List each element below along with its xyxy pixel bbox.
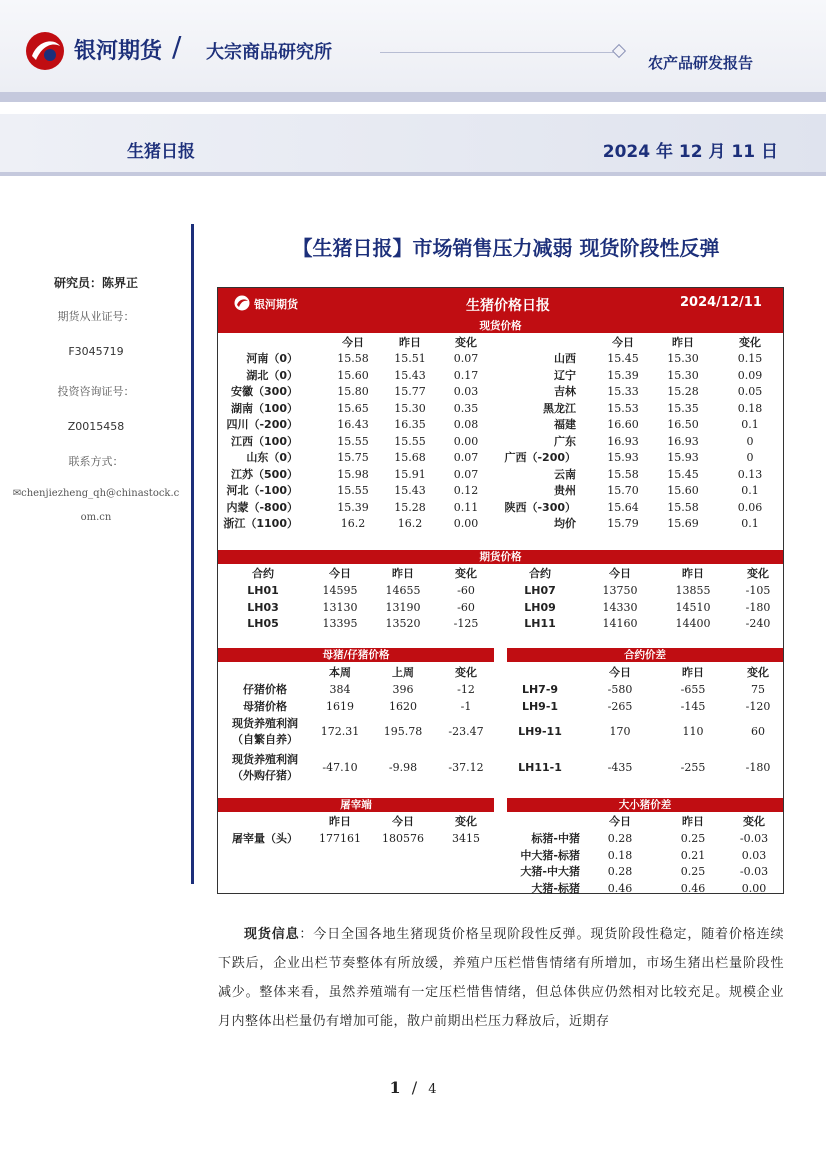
spot-value: 15.91 [394, 467, 426, 481]
spot-value: 15.64 [607, 500, 639, 514]
size-value: 0.18 [607, 848, 633, 862]
band-stripe [0, 172, 826, 176]
spot-value: 16.43 [337, 418, 369, 431]
spread-value: 75 [751, 683, 765, 696]
size-value: 0.25 [680, 865, 706, 878]
spot-info-paragraph [218, 920, 784, 1036]
size-value: 0.03 [741, 848, 767, 862]
futures-header: 昨日 [392, 567, 414, 580]
size-value: 0.28 [607, 865, 633, 878]
futures-value: LH05 [247, 617, 279, 630]
header-rule [380, 52, 618, 53]
spot-value: 15.58 [607, 467, 639, 481]
spot-region: 安徽（300） [231, 385, 298, 398]
section-futures: 期货价格 [218, 550, 783, 564]
spot-value: 15.39 [607, 368, 639, 382]
spread-value: -145 [680, 700, 706, 713]
spot-value: 15.45 [607, 352, 639, 365]
contact-label: 联系方式： [68, 455, 124, 468]
spot-region: 山西 [554, 352, 576, 365]
spot-region: 福建 [554, 418, 576, 431]
spread-value: -265 [607, 700, 633, 713]
spot-value: 15.30 [667, 368, 699, 382]
spot-region: 黑龙江 [543, 401, 576, 415]
futures-value: 14510 [675, 600, 711, 614]
spot-value: 16.60 [607, 418, 639, 431]
slaughter-value: 177161 [319, 832, 361, 845]
size-header: 今日 [609, 815, 631, 828]
sow-value: 1620 [389, 700, 417, 713]
size-value: 0.46 [607, 881, 633, 895]
email-line[interactable] [0, 488, 192, 499]
spot-value: 15.80 [337, 385, 369, 398]
spot-region: 河南（0） [246, 352, 298, 365]
spot-value: 15.28 [394, 500, 426, 514]
product-name: 生猪日报 [127, 142, 195, 162]
page-footer [0, 1078, 826, 1097]
spot-value: 0.03 [453, 385, 479, 398]
size-value: 0.46 [680, 881, 706, 895]
spread-value: 170 [609, 725, 631, 738]
sow-header: 本周 [329, 666, 351, 679]
futures-value: 14400 [675, 617, 711, 630]
spot-value: 0.11 [453, 500, 479, 514]
spot-value: 0.17 [453, 368, 479, 382]
futures-value: -105 [745, 584, 771, 597]
table-date: 2024/12/11 [680, 295, 762, 310]
sow-header: 变化 [455, 666, 477, 679]
page-header [0, 0, 826, 92]
size-header: 变化 [743, 815, 765, 828]
size-value: -0.03 [739, 832, 769, 845]
spot-value: 0.00 [453, 434, 479, 448]
table-banner [218, 288, 783, 319]
sow-label-sub: （自繁自养） [232, 733, 298, 746]
spot-region: 贵州 [554, 484, 576, 497]
spread-value: 110 [682, 725, 704, 738]
sow-label: 现货养殖利润 [232, 753, 298, 766]
sow-value: -1 [460, 700, 472, 713]
spread-header: 昨日 [682, 666, 704, 679]
spot-value: 0.13 [737, 467, 763, 481]
section-slaughter: 屠宰端 [218, 798, 494, 812]
spot-value: 15.79 [607, 517, 639, 530]
table-logo-text: 银河期货 [254, 298, 298, 311]
page-separator: / [411, 1078, 418, 1097]
spot-value: 15.70 [607, 484, 639, 497]
spot-value: 15.75 [337, 451, 369, 464]
sow-label: 母猪价格 [243, 700, 287, 713]
futures-value: -60 [457, 600, 475, 614]
futures-header: 合约 [252, 567, 274, 580]
spot-value: 15.58 [667, 500, 699, 514]
spot-value: 15.30 [667, 352, 699, 365]
spread-value: -120 [745, 700, 771, 713]
sow-value: 384 [329, 683, 351, 696]
sow-value: 195.78 [383, 725, 423, 738]
spot-region: 云南 [554, 467, 576, 481]
spot-value: 15.68 [394, 451, 426, 464]
spot-info-label: 现货信息 [244, 927, 300, 942]
spot-value: 15.60 [667, 484, 699, 497]
spot-value: 0.07 [453, 352, 479, 365]
qualification-label: 期货从业证号： [57, 310, 135, 323]
spread-value: 60 [751, 725, 765, 738]
spot-value: 0.1 [741, 484, 759, 497]
spread-value: LH9-11 [518, 725, 562, 738]
spot-value: 15.93 [667, 451, 699, 464]
spread-value: LH11-1 [518, 761, 562, 774]
spot-region: 广西（-200） [504, 451, 576, 464]
galaxy-logo-icon [24, 30, 66, 72]
spot-value: 15.35 [667, 401, 699, 415]
title-band [0, 114, 826, 172]
sow-value: -9.98 [388, 761, 418, 774]
sow-label: 现货养殖利润 [232, 717, 298, 730]
spot-value: 15.60 [337, 368, 369, 382]
futures-header: 昨日 [682, 567, 704, 580]
spot-value: 0.08 [453, 418, 479, 431]
futures-value: 14595 [322, 584, 358, 597]
spot-value: 16.2 [397, 517, 423, 530]
futures-value: LH01 [247, 584, 279, 597]
section-spot: 现货价格 [218, 319, 783, 333]
spot-value: 16.93 [667, 434, 699, 448]
page-total: 4 [428, 1082, 437, 1097]
futures-value: 13520 [385, 617, 421, 630]
sow-value: -37.12 [448, 761, 484, 774]
spot-region: 浙江（1100） [223, 517, 298, 530]
spot-region: 均价 [554, 517, 576, 530]
sow-value: -47.10 [322, 761, 358, 774]
spot-value: 15.77 [394, 385, 426, 398]
futures-value: 14330 [602, 600, 638, 614]
spread-value: -580 [607, 683, 633, 696]
spread-header: 变化 [747, 666, 769, 679]
spot-header: 变化 [739, 336, 761, 349]
report-date: 2024 年 12 月 11 日 [602, 142, 778, 162]
spot-value: 15.65 [337, 401, 369, 415]
slaughter-label: 屠宰量（头） [232, 832, 298, 845]
size-value: 0.25 [680, 832, 706, 845]
slaughter-header: 昨日 [329, 815, 351, 828]
futures-header: 今日 [609, 567, 631, 580]
spot-value: 15.51 [394, 352, 426, 365]
sow-label-sub: （外购仔猪） [232, 769, 298, 782]
institute-name: 大宗商品研究所 [206, 42, 332, 63]
size-value: 0.21 [680, 848, 706, 862]
spread-header: 今日 [609, 666, 631, 679]
consult-number: Z0015458 [67, 420, 125, 433]
futures-value: 13130 [322, 600, 358, 614]
spot-value: 15.53 [607, 401, 639, 415]
futures-value: -60 [457, 584, 475, 597]
futures-value: 13190 [385, 600, 421, 614]
spot-value: 15.55 [394, 434, 426, 448]
spot-header: 昨日 [672, 336, 694, 349]
sow-value: -23.47 [448, 725, 484, 738]
spot-value: 0.1 [741, 418, 759, 431]
size-label: 大猪-中大猪 [520, 865, 580, 878]
slaughter-header: 变化 [455, 815, 477, 828]
spot-value: 15.98 [337, 467, 369, 481]
mail-icon: ✉ [12, 488, 22, 499]
spot-header: 昨日 [399, 336, 421, 349]
spot-value: 16.93 [607, 434, 639, 448]
spread-value: -180 [745, 761, 771, 774]
futures-value: -125 [453, 617, 479, 630]
futures-header: 变化 [747, 567, 769, 580]
spot-region: 辽宁 [554, 368, 576, 382]
diamond-icon [612, 44, 626, 58]
sidebar-divider [191, 224, 194, 884]
futures-value: 13750 [602, 584, 638, 597]
spot-value: 15.45 [667, 467, 699, 481]
size-label: 大猪-标猪 [531, 881, 580, 895]
section-size: 大小猪价差 [507, 798, 783, 812]
spot-value: 15.30 [394, 401, 426, 415]
futures-value: LH03 [247, 600, 279, 614]
spot-region: 江苏（500） [231, 467, 298, 481]
section-sow: 母猪/仔猪价格 [218, 648, 494, 662]
futures-value: 13855 [675, 584, 711, 597]
galaxy-mini-logo-icon [234, 295, 250, 311]
spot-value: 15.93 [607, 451, 639, 464]
table-title: 生猪价格日报 [466, 298, 550, 314]
spot-region: 吉林 [554, 385, 576, 398]
spot-value: 0.00 [453, 517, 479, 530]
size-label: 标猪-中猪 [531, 832, 580, 845]
futures-value: LH09 [524, 600, 556, 614]
spot-value: 0.1 [741, 517, 759, 530]
spot-value: 0.35 [453, 401, 479, 415]
spot-region: 河北（-100） [226, 484, 298, 497]
spot-value: 15.39 [337, 500, 369, 514]
qualification-number: F3045719 [68, 345, 124, 358]
header-stripe [0, 92, 826, 102]
futures-header: 变化 [455, 567, 477, 580]
spread-value: -435 [607, 761, 633, 774]
spot-value: 15.43 [394, 484, 426, 497]
spot-value: 15.69 [667, 517, 699, 530]
email-line-2: om.cn [80, 512, 112, 523]
sow-value: 172.31 [320, 725, 360, 738]
spot-region: 广东 [554, 434, 576, 448]
slaughter-value: 3415 [452, 832, 480, 845]
consult-label: 投资咨询证号： [57, 385, 135, 398]
spot-value: 16.2 [340, 517, 366, 530]
researcher: 研究员：陈界正 [53, 276, 138, 290]
futures-value: 14160 [602, 617, 638, 630]
spot-region: 湖南（100） [231, 401, 298, 415]
spot-value: 0.09 [737, 368, 763, 382]
spot-info-text: ：今日全国各地生猪现货价格呈现阶段性反弹。现货阶段性稳定，随着价格连续下跌后，企业出栏节奏整体有所放缓，养殖户压栏惜售情绪有所增加，市场生猪出栏量阶段性减少。整体来看，虽然养殖端有一定压栏惜售情绪，但总体供应仍然相对比较充足。规模企业月内整体出栏量仍有增加可能，散户前期出栏压力释放后，近期存 [218, 927, 784, 1029]
spot-region: 陕西（-300） [504, 500, 576, 514]
report-type: 农产品研发报告 [648, 54, 754, 72]
spot-value: 15.33 [607, 385, 639, 398]
spot-region: 内蒙（-800） [226, 500, 298, 514]
spot-header: 今日 [612, 336, 634, 349]
spot-value: 15.55 [337, 484, 369, 497]
spread-value: -655 [680, 683, 706, 696]
section-spread: 合约价差 [507, 648, 783, 662]
spot-value: 0 [746, 434, 754, 448]
futures-header: 合约 [529, 567, 551, 580]
spot-value: 16.50 [667, 418, 699, 431]
size-value: -0.03 [739, 865, 769, 878]
page-number: 1 [389, 1078, 401, 1097]
spread-value: LH7-9 [521, 683, 559, 696]
company-name: 银河期货 [74, 39, 163, 64]
spread-value: LH9-1 [521, 700, 559, 713]
spot-header: 变化 [455, 336, 477, 349]
futures-value: LH11 [524, 617, 556, 630]
slaughter-value: 180576 [382, 832, 424, 845]
slaughter-header: 今日 [392, 815, 414, 828]
sow-value: 396 [392, 683, 414, 696]
price-table [217, 287, 784, 894]
email-text: chenjiezheng_qh@chinastock.c [21, 488, 180, 499]
header-divider: / [172, 30, 182, 63]
sow-header: 上周 [392, 666, 414, 679]
spot-value: 0.07 [453, 451, 479, 464]
spot-region: 江西（100） [231, 434, 298, 448]
spot-value: 0.18 [737, 401, 763, 415]
spot-value: 0.05 [737, 385, 763, 398]
spot-value: 0.12 [453, 484, 479, 497]
spot-value: 0.07 [453, 467, 479, 481]
spot-header: 今日 [342, 336, 364, 349]
sow-value: 1619 [326, 700, 354, 713]
size-value: 0.00 [741, 881, 767, 895]
size-value: 0.28 [607, 832, 633, 845]
futures-value: 13395 [322, 617, 358, 630]
spot-value: 15.58 [337, 352, 369, 365]
spot-region: 山东（0） [246, 451, 298, 464]
spot-value: 0 [746, 451, 754, 464]
size-header: 昨日 [682, 815, 704, 828]
futures-value: 14655 [385, 584, 421, 597]
sow-label: 仔猪价格 [243, 683, 287, 696]
spot-value: 15.28 [667, 385, 699, 398]
sow-value: -12 [457, 683, 475, 696]
futures-header: 今日 [329, 567, 351, 580]
article-title: 【生猪日报】市场销售压力减弱 现货阶段性反弹 [292, 236, 720, 260]
spot-value: 0.15 [737, 352, 763, 365]
futures-value: -180 [745, 600, 771, 614]
spot-value: 15.55 [337, 434, 369, 448]
size-label: 中大猪-标猪 [520, 848, 580, 862]
spot-value: 15.43 [394, 368, 426, 382]
spot-value: 0.06 [737, 500, 763, 514]
spot-region: 湖北（0） [246, 368, 298, 382]
futures-value: LH07 [524, 584, 556, 597]
spread-value: -255 [680, 761, 706, 774]
spot-value: 16.35 [394, 418, 426, 431]
futures-value: -240 [745, 617, 771, 630]
spot-region: 四川（-200） [226, 418, 298, 431]
